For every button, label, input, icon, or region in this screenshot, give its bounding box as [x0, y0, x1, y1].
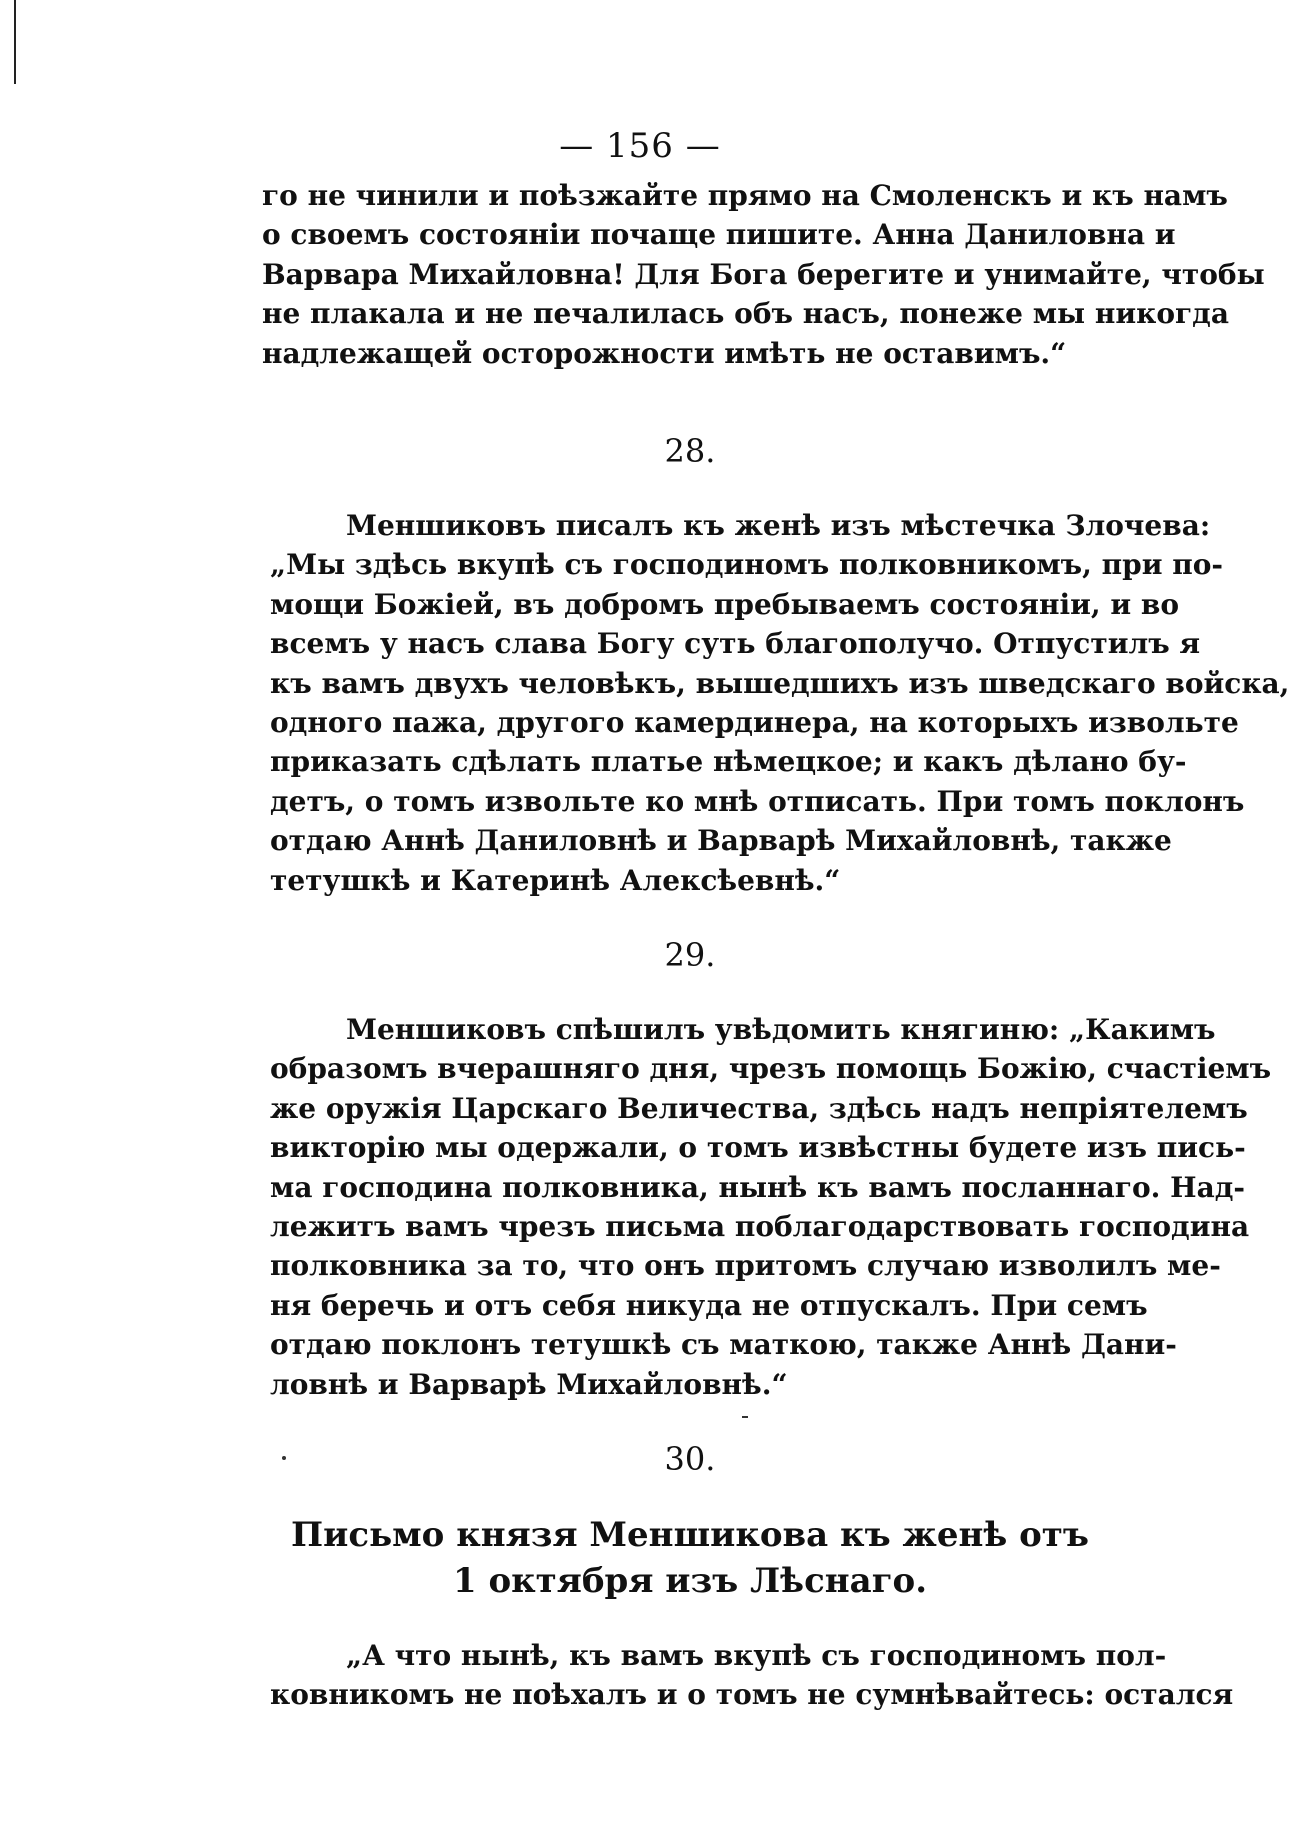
- print-speck: [282, 1456, 286, 1460]
- text-line: ма господина полковника, нынѣ къ вамъ посланнаго. Над-: [270, 1170, 1245, 1204]
- scan-edge-line: [14, 0, 16, 84]
- text-line: ковникомъ не поѣхалъ и о томъ не сумнѣвайтесь: остался: [270, 1678, 1234, 1712]
- page-number: — 156 —: [559, 126, 721, 166]
- letter-heading: [270, 1512, 1110, 1604]
- text-line: всемъ у насъ слава Богу суть благополучо. Отпустилъ я: [270, 627, 1201, 661]
- text-line: же оружія Царскаго Величества, здѣсь надъ непріятелемъ: [270, 1091, 1248, 1125]
- text-line: о своемъ состояніи почаще пишите. Анна Даниловна и: [262, 218, 1176, 252]
- text-line: отдаю поклонъ тетушкѣ съ маткою, также Аннѣ Дани-: [270, 1328, 1177, 1362]
- heading-line: 1 октября изъ Лѣснаго.: [452, 1561, 928, 1601]
- paragraph-29: [270, 1010, 1272, 1404]
- text-line: къ вамъ двухъ человѣкъ, вышедшихъ изъ шведскаго войска,: [270, 666, 1289, 700]
- text-line: ня беречь и отъ себя никуда не отпускалъ. При семъ: [270, 1288, 1148, 1322]
- text-line: приказать сдѣлать платье нѣмецкое; и какъ дѣлано бу-: [270, 745, 1187, 779]
- text-line: не плакала и не печалилась объ насъ, понеже мы никогда: [262, 297, 1229, 331]
- text-line: отдаю Аннѣ Даниловнѣ и Варварѣ Михайловнѣ, также: [270, 824, 1172, 858]
- text-line: лежитъ вамъ чрезъ письма поблагодарствовать господина: [270, 1210, 1250, 1244]
- text-line: полковника за то, что онъ притомъ случаю изволилъ ме-: [270, 1249, 1221, 1283]
- text-line: Варвара Михайловна! Для Бога берегите и унимайте, чтобы: [262, 257, 1265, 291]
- paragraph-30: [270, 1636, 1234, 1715]
- print-speck: [742, 1416, 748, 1418]
- text-line: викторію мы одержали, о томъ извѣстны будете изъ пись-: [270, 1131, 1246, 1165]
- text-line: мощи Божіей, въ добромъ пребываемъ состояніи, и во: [270, 587, 1180, 621]
- section-number-28: 28.: [664, 432, 716, 470]
- text-line: „Мы здѣсь вкупѣ съ господиномъ полковникомъ, при по-: [270, 548, 1224, 582]
- text-line: ловнѣ и Варварѣ Михайловнѣ.“: [270, 1367, 788, 1401]
- section-number-30: 30.: [664, 1440, 716, 1478]
- text-line: надлежащей осторожности имѣть не оставимъ.“: [262, 336, 1067, 370]
- section-number-29: 29.: [664, 936, 716, 974]
- text-line: детъ, о томъ извольте ко мнѣ отписать. При томъ поклонъ: [270, 784, 1245, 818]
- text-line: одного пажа, другого камердинера, на которыхъ извольте: [270, 706, 1239, 740]
- text-line: Меншиковъ писалъ къ женѣ изъ мѣстечка Злочева:: [346, 509, 1211, 542]
- paragraph-letter-end: [262, 176, 1265, 373]
- text-line: тетушкѣ и Катеринѣ Алексѣевнѣ.“: [270, 863, 841, 897]
- text-line: го не чинили и поѣзжайте прямо на Смоленскъ и къ намъ: [262, 179, 1228, 212]
- text-line: образомъ вчерашняго дня, чрезъ помощь Божію, счастіемъ: [270, 1052, 1272, 1086]
- heading-line: Письмо князя Меншикова къ женѣ отъ: [291, 1515, 1089, 1555]
- paragraph-28: [270, 506, 1289, 900]
- text-line: „А что нынѣ, къ вамъ вкупѣ съ господиномъ пол-: [346, 1639, 1167, 1672]
- text-line: Меншиковъ спѣшилъ увѣдомить княгиню: „Какимъ: [346, 1013, 1216, 1046]
